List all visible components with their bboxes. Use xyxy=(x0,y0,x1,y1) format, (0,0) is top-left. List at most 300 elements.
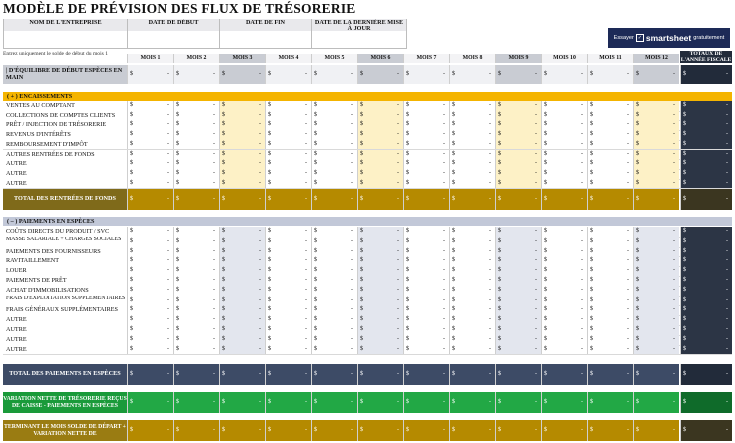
month-cell[interactable] xyxy=(403,169,449,179)
month-cell[interactable] xyxy=(265,101,311,111)
month-cell[interactable] xyxy=(173,101,219,111)
cell-value: - xyxy=(535,427,537,433)
month-cell[interactable] xyxy=(265,237,311,247)
month-cell[interactable] xyxy=(587,305,633,315)
month-cell[interactable] xyxy=(403,325,449,335)
month-cell[interactable] xyxy=(587,169,633,179)
month-cell[interactable] xyxy=(127,227,173,237)
smartsheet-ad-button[interactable] xyxy=(608,28,730,48)
month-cell[interactable] xyxy=(541,101,587,111)
month-cell[interactable] xyxy=(311,276,357,286)
month-cell[interactable] xyxy=(541,65,587,84)
month-cell[interactable] xyxy=(403,247,449,257)
month-cell[interactable] xyxy=(173,130,219,140)
month-cell[interactable] xyxy=(403,140,449,150)
month-cell[interactable] xyxy=(633,266,679,276)
month-cell[interactable] xyxy=(403,266,449,276)
month-cell[interactable] xyxy=(265,296,311,306)
fiscal-total-cell xyxy=(680,130,732,140)
month-cell[interactable] xyxy=(311,130,357,140)
month-cell[interactable] xyxy=(587,266,633,276)
month-cell[interactable] xyxy=(265,111,311,121)
month-cell[interactable] xyxy=(495,286,541,296)
month-cell[interactable] xyxy=(495,65,541,84)
month-cell[interactable] xyxy=(633,345,679,355)
month-cell[interactable] xyxy=(495,227,541,237)
month-cell[interactable] xyxy=(127,247,173,257)
month-cell[interactable] xyxy=(173,120,219,130)
month-cell[interactable] xyxy=(541,256,587,266)
month-cell[interactable] xyxy=(219,65,265,84)
month-cell[interactable] xyxy=(219,111,265,121)
month-cell[interactable] xyxy=(633,325,679,335)
month-cell[interactable] xyxy=(265,227,311,237)
month-cell[interactable] xyxy=(403,150,449,160)
month-cell[interactable] xyxy=(173,227,219,237)
month-cell[interactable] xyxy=(173,335,219,345)
currency-symbol: $ xyxy=(268,335,271,342)
month-cell[interactable] xyxy=(173,256,219,266)
month-cell[interactable] xyxy=(357,111,403,121)
month-cell[interactable] xyxy=(357,101,403,111)
month-cell[interactable] xyxy=(127,335,173,345)
month-cell[interactable] xyxy=(633,169,679,179)
month-cell[interactable] xyxy=(587,256,633,266)
month-cell[interactable] xyxy=(311,111,357,121)
month-cell[interactable] xyxy=(449,325,495,335)
month-cell[interactable] xyxy=(173,266,219,276)
month-cell[interactable] xyxy=(219,266,265,276)
month-cell[interactable] xyxy=(265,256,311,266)
cell-value: - xyxy=(581,169,583,176)
currency-symbol: $ xyxy=(544,345,547,352)
month-cell[interactable] xyxy=(403,227,449,237)
month-cell[interactable] xyxy=(357,266,403,276)
month-cell[interactable] xyxy=(265,315,311,325)
month-cell[interactable] xyxy=(633,256,679,266)
month-cell[interactable] xyxy=(127,305,173,315)
header-field-label: NOM DE L'ENTREPRISE xyxy=(4,19,127,31)
month-cell[interactable] xyxy=(311,237,357,247)
month-cell[interactable] xyxy=(219,140,265,150)
month-cell[interactable] xyxy=(311,335,357,345)
month-cell[interactable] xyxy=(173,315,219,325)
month-cell[interactable] xyxy=(219,286,265,296)
month-cell[interactable] xyxy=(173,237,219,247)
month-cell[interactable] xyxy=(587,111,633,121)
month-cell[interactable] xyxy=(311,150,357,160)
month-cell[interactable] xyxy=(173,179,219,189)
month-cell[interactable] xyxy=(173,111,219,121)
month-cell[interactable] xyxy=(403,315,449,325)
month-cell[interactable] xyxy=(357,276,403,286)
month-cell[interactable] xyxy=(541,159,587,169)
month-cell[interactable] xyxy=(357,256,403,266)
month-cell[interactable] xyxy=(219,276,265,286)
month-cell[interactable] xyxy=(265,120,311,130)
month-cell[interactable] xyxy=(495,296,541,306)
month-cell[interactable] xyxy=(219,325,265,335)
month-cell[interactable] xyxy=(633,120,679,130)
month-cell[interactable] xyxy=(311,227,357,237)
cell-value: - xyxy=(443,160,445,167)
month-cell[interactable] xyxy=(633,276,679,286)
month-cell[interactable] xyxy=(449,169,495,179)
month-cell[interactable] xyxy=(495,335,541,345)
month-cell[interactable] xyxy=(449,286,495,296)
month-cell[interactable] xyxy=(311,140,357,150)
header-field-4[interactable] xyxy=(311,19,407,49)
month-cell[interactable] xyxy=(449,256,495,266)
month-cell[interactable] xyxy=(311,325,357,335)
currency-symbol: $ xyxy=(590,427,593,433)
month-cell[interactable] xyxy=(403,120,449,130)
month-cell[interactable] xyxy=(219,101,265,111)
month-cell[interactable] xyxy=(541,179,587,189)
month-cell[interactable] xyxy=(219,315,265,325)
month-cell[interactable] xyxy=(541,305,587,315)
month-cell[interactable] xyxy=(449,130,495,140)
month-cell[interactable] xyxy=(587,159,633,169)
month-cell[interactable] xyxy=(265,130,311,140)
month-cell[interactable] xyxy=(173,169,219,179)
month-cell[interactable] xyxy=(541,345,587,355)
month-cell[interactable] xyxy=(633,150,679,160)
cell-value: - xyxy=(627,267,629,274)
month-cell[interactable] xyxy=(127,159,173,169)
month-cell[interactable] xyxy=(449,150,495,160)
month-cell[interactable] xyxy=(541,150,587,160)
month-cell[interactable] xyxy=(449,120,495,130)
month-cell[interactable] xyxy=(127,169,173,179)
month-cell[interactable] xyxy=(633,130,679,140)
month-cell[interactable] xyxy=(541,266,587,276)
month-cell[interactable] xyxy=(587,101,633,111)
month-cell[interactable] xyxy=(127,325,173,335)
month-cell[interactable] xyxy=(265,150,311,160)
month-cell[interactable] xyxy=(403,276,449,286)
month-cell[interactable] xyxy=(633,159,679,169)
month-cell[interactable] xyxy=(173,325,219,335)
month-cell[interactable] xyxy=(357,130,403,140)
month-cell[interactable] xyxy=(127,130,173,140)
month-cell[interactable] xyxy=(265,325,311,335)
month-cell[interactable] xyxy=(449,266,495,276)
month-cell[interactable] xyxy=(357,120,403,130)
month-cell[interactable] xyxy=(403,345,449,355)
month-cell[interactable] xyxy=(357,169,403,179)
month-cell[interactable] xyxy=(633,335,679,345)
month-cell[interactable] xyxy=(357,335,403,345)
month-cell[interactable] xyxy=(403,256,449,266)
month-cell[interactable] xyxy=(403,286,449,296)
month-cell[interactable] xyxy=(495,256,541,266)
month-cell[interactable] xyxy=(541,140,587,150)
month-cell[interactable] xyxy=(495,247,541,257)
month-cell[interactable] xyxy=(219,305,265,315)
month-cell[interactable] xyxy=(541,237,587,247)
month-cell[interactable] xyxy=(495,315,541,325)
cell-value: - xyxy=(213,296,215,303)
month-cell[interactable] xyxy=(219,179,265,189)
month-cell[interactable] xyxy=(495,159,541,169)
month-cell[interactable] xyxy=(127,179,173,189)
month-cell[interactable] xyxy=(311,315,357,325)
currency-symbol: $ xyxy=(683,399,686,405)
cell-value: - xyxy=(351,111,353,118)
month-cell[interactable] xyxy=(311,266,357,276)
month-cell[interactable] xyxy=(449,345,495,355)
month-cell[interactable] xyxy=(357,227,403,237)
month-cell[interactable] xyxy=(173,140,219,150)
month-cell[interactable] xyxy=(449,296,495,306)
month-cell[interactable] xyxy=(495,305,541,315)
month-cell[interactable] xyxy=(587,227,633,237)
month-cell[interactable] xyxy=(587,120,633,130)
month-cell[interactable] xyxy=(265,266,311,276)
month-cell[interactable] xyxy=(633,179,679,189)
month-cell[interactable] xyxy=(311,159,357,169)
month-cell[interactable] xyxy=(541,315,587,325)
month-cell[interactable] xyxy=(495,325,541,335)
month-cell[interactable] xyxy=(403,179,449,189)
header-field-1[interactable] xyxy=(3,19,128,49)
month-cell[interactable] xyxy=(311,179,357,189)
month-cell[interactable] xyxy=(587,345,633,355)
month-cell[interactable] xyxy=(403,130,449,140)
month-cell[interactable] xyxy=(219,227,265,237)
month-cell[interactable] xyxy=(633,65,679,84)
month-cell[interactable] xyxy=(265,65,311,84)
month-cell[interactable] xyxy=(403,111,449,121)
month-cell[interactable] xyxy=(357,247,403,257)
currency-symbol: $ xyxy=(683,316,686,323)
month-cell[interactable] xyxy=(311,65,357,84)
month-cell[interactable] xyxy=(265,286,311,296)
month-cell[interactable] xyxy=(173,276,219,286)
month-cell[interactable] xyxy=(311,101,357,111)
month-cell[interactable] xyxy=(265,140,311,150)
month-cell[interactable] xyxy=(311,256,357,266)
month-cell[interactable] xyxy=(633,140,679,150)
header-field-2[interactable] xyxy=(127,19,220,49)
month-cell[interactable] xyxy=(219,159,265,169)
month-cell[interactable] xyxy=(173,305,219,315)
month-cell[interactable] xyxy=(265,345,311,355)
month-cell[interactable] xyxy=(541,111,587,121)
month-cell[interactable] xyxy=(633,315,679,325)
month-cell[interactable] xyxy=(265,305,311,315)
month-cell[interactable] xyxy=(633,237,679,247)
month-cell[interactable] xyxy=(449,111,495,121)
month-cell[interactable] xyxy=(587,276,633,286)
month-cell[interactable] xyxy=(127,266,173,276)
month-cell[interactable] xyxy=(449,179,495,189)
month-cell[interactable] xyxy=(219,130,265,140)
month-cell[interactable] xyxy=(449,237,495,247)
header-field-3[interactable] xyxy=(219,19,312,49)
month-cell[interactable] xyxy=(173,286,219,296)
month-cell[interactable] xyxy=(449,101,495,111)
month-cell[interactable] xyxy=(403,65,449,84)
month-cell[interactable] xyxy=(127,315,173,325)
month-cell[interactable] xyxy=(357,315,403,325)
month-cell[interactable] xyxy=(265,247,311,257)
month-cell[interactable] xyxy=(127,65,173,84)
month-cell[interactable] xyxy=(541,286,587,296)
month-cell[interactable] xyxy=(495,276,541,286)
month-cell[interactable] xyxy=(357,179,403,189)
month-cell[interactable] xyxy=(265,159,311,169)
month-cell[interactable] xyxy=(219,120,265,130)
month-cell[interactable] xyxy=(357,305,403,315)
month-cell[interactable] xyxy=(127,111,173,121)
month-cell[interactable] xyxy=(357,140,403,150)
month-cell[interactable] xyxy=(587,130,633,140)
month-cell[interactable] xyxy=(541,296,587,306)
month-cell[interactable] xyxy=(127,120,173,130)
month-cell[interactable] xyxy=(587,325,633,335)
month-cell[interactable] xyxy=(173,150,219,160)
currency-symbol: $ xyxy=(176,71,179,77)
month-cell[interactable] xyxy=(127,296,173,306)
month-cell[interactable] xyxy=(265,276,311,286)
month-cell[interactable] xyxy=(219,335,265,345)
month-cell[interactable] xyxy=(495,345,541,355)
month-cell[interactable] xyxy=(127,256,173,266)
month-cell[interactable] xyxy=(127,140,173,150)
month-cell[interactable] xyxy=(541,227,587,237)
month-cell[interactable] xyxy=(403,305,449,315)
month-cell[interactable] xyxy=(219,247,265,257)
month-cell[interactable] xyxy=(127,286,173,296)
month-cell[interactable] xyxy=(173,159,219,169)
month-cell[interactable] xyxy=(311,296,357,306)
month-cell[interactable] xyxy=(311,169,357,179)
month-cell[interactable] xyxy=(449,276,495,286)
month-cell[interactable] xyxy=(587,315,633,325)
month-cell[interactable] xyxy=(541,247,587,257)
month-cell[interactable] xyxy=(449,335,495,345)
currency-symbol: $ xyxy=(222,399,225,405)
month-cell[interactable] xyxy=(449,140,495,150)
month-cell[interactable] xyxy=(633,101,679,111)
month-cell[interactable] xyxy=(173,247,219,257)
month-cell[interactable] xyxy=(357,325,403,335)
month-cell[interactable] xyxy=(587,65,633,84)
month-cell[interactable] xyxy=(495,120,541,130)
month-cell[interactable] xyxy=(311,286,357,296)
month-cell[interactable] xyxy=(495,111,541,121)
month-cell[interactable] xyxy=(449,159,495,169)
month-cell[interactable] xyxy=(357,296,403,306)
month-cell[interactable] xyxy=(311,345,357,355)
month-cell[interactable] xyxy=(403,237,449,247)
month-cell[interactable] xyxy=(219,256,265,266)
month-cell[interactable] xyxy=(633,111,679,121)
month-cell[interactable] xyxy=(633,247,679,257)
month-cell[interactable] xyxy=(173,345,219,355)
month-cell[interactable] xyxy=(495,150,541,160)
month-cell[interactable] xyxy=(587,150,633,160)
month-cell[interactable] xyxy=(311,305,357,315)
month-cell[interactable] xyxy=(357,286,403,296)
currency-symbol: $ xyxy=(590,237,593,244)
currency-symbol: $ xyxy=(222,150,225,157)
month-cell[interactable] xyxy=(633,227,679,237)
month-cell[interactable] xyxy=(403,159,449,169)
month-cell[interactable] xyxy=(403,335,449,345)
month-cell[interactable] xyxy=(587,237,633,247)
month-cell[interactable] xyxy=(219,169,265,179)
month-cell[interactable] xyxy=(449,315,495,325)
month-cell[interactable] xyxy=(127,150,173,160)
month-cell[interactable] xyxy=(357,65,403,84)
month-cell[interactable] xyxy=(541,169,587,179)
month-cell[interactable] xyxy=(219,296,265,306)
month-cell[interactable] xyxy=(495,179,541,189)
month-cell[interactable] xyxy=(265,169,311,179)
month-cell[interactable] xyxy=(449,227,495,237)
month-cell[interactable] xyxy=(403,296,449,306)
month-cell[interactable] xyxy=(541,335,587,345)
month-cell[interactable] xyxy=(541,276,587,286)
month-cell[interactable] xyxy=(495,169,541,179)
month-cell[interactable] xyxy=(127,237,173,247)
month-cell[interactable] xyxy=(219,150,265,160)
month-cell[interactable] xyxy=(173,65,219,84)
month-cell[interactable] xyxy=(219,237,265,247)
month-cell[interactable] xyxy=(633,286,679,296)
month-cell[interactable] xyxy=(219,345,265,355)
month-cell[interactable] xyxy=(587,247,633,257)
month-cell[interactable] xyxy=(587,179,633,189)
month-cell[interactable] xyxy=(357,159,403,169)
month-cell[interactable] xyxy=(633,305,679,315)
month-cell[interactable] xyxy=(541,325,587,335)
month-cell[interactable] xyxy=(403,101,449,111)
month-cell[interactable] xyxy=(265,179,311,189)
month-cell[interactable] xyxy=(173,296,219,306)
month-cell[interactable] xyxy=(127,101,173,111)
cell-value: - xyxy=(443,257,445,264)
month-cell[interactable] xyxy=(357,150,403,160)
month-cell[interactable] xyxy=(541,130,587,140)
month-cell[interactable] xyxy=(541,120,587,130)
month-cell[interactable] xyxy=(495,140,541,150)
month-cell[interactable] xyxy=(495,266,541,276)
month-cell[interactable] xyxy=(587,286,633,296)
month-cell[interactable] xyxy=(633,296,679,306)
month-cell[interactable] xyxy=(311,120,357,130)
month-cell[interactable] xyxy=(357,345,403,355)
month-cell[interactable] xyxy=(587,296,633,306)
month-cell[interactable] xyxy=(495,237,541,247)
month-cell[interactable] xyxy=(449,305,495,315)
month-cell[interactable] xyxy=(495,130,541,140)
month-cell[interactable] xyxy=(127,276,173,286)
month-cell[interactable] xyxy=(357,237,403,247)
month-cell[interactable] xyxy=(265,335,311,345)
month-cell[interactable] xyxy=(449,65,495,84)
month-cell[interactable] xyxy=(587,140,633,150)
month-cell[interactable] xyxy=(127,345,173,355)
month-cell[interactable] xyxy=(587,335,633,345)
month-cell[interactable] xyxy=(495,101,541,111)
month-cell[interactable] xyxy=(449,247,495,257)
month-cell xyxy=(403,189,449,210)
month-cell[interactable] xyxy=(311,247,357,257)
